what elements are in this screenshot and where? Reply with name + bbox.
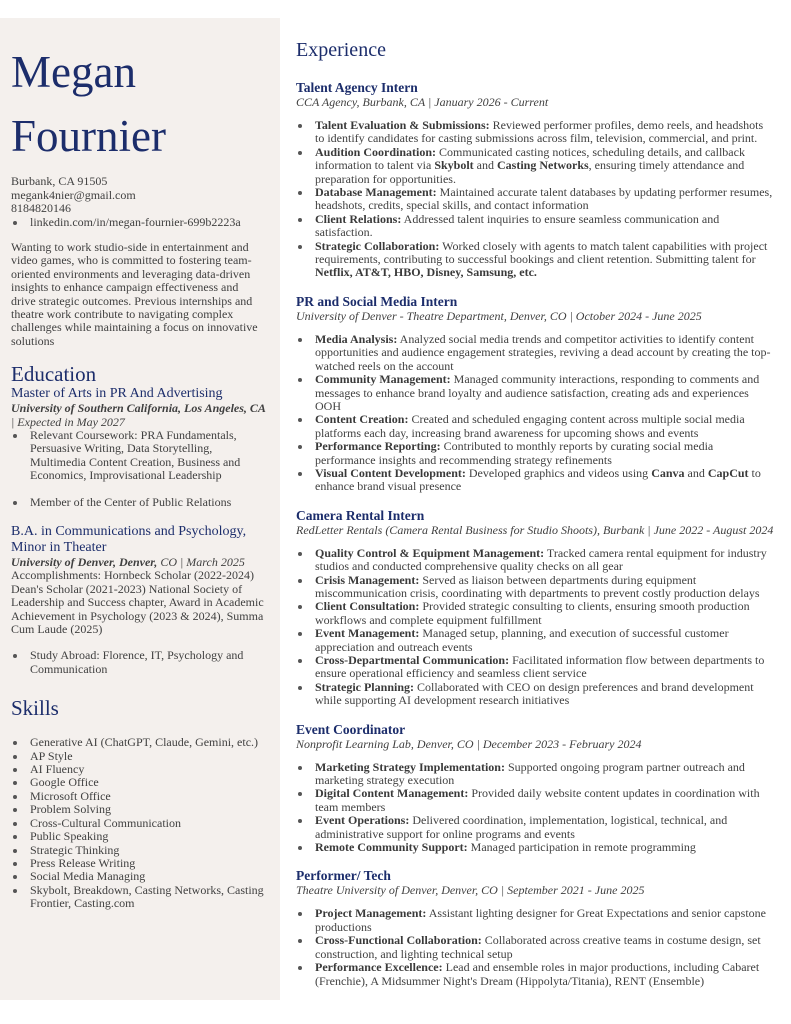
job-bullets xyxy=(296,333,774,494)
job-title: Talent Agency Intern xyxy=(296,80,418,95)
bullet-text: to enhance brand visual presence xyxy=(315,465,761,494)
bullet-text: Provided daily website content updates in coordination with team members xyxy=(315,786,760,814)
skill-item: Social Media Managing xyxy=(11,870,266,883)
skill-item: Cross-Cultural Communication xyxy=(11,817,266,830)
job-bullet xyxy=(296,467,774,494)
bullet-emphasis: Client Consultation: xyxy=(315,599,420,614)
bullet-emphasis: Audition Coordination: xyxy=(315,144,437,159)
degree-title: Master of Arts in PR And Advertising xyxy=(11,386,223,402)
job-entry xyxy=(296,722,774,855)
degree-ba xyxy=(11,524,266,676)
bullet-text: Assistant lighting designer for Great Expectations and senior capstone productions xyxy=(315,906,766,934)
bullet-emphasis: Event Operations: xyxy=(315,813,410,828)
bullet-text: Collaborated with CEO on design preferences and brand development while supporting AI development research initiatives xyxy=(315,679,754,708)
job-bullet xyxy=(296,547,774,574)
bullet-emphasis: Community Management: xyxy=(315,372,451,387)
job-bullet xyxy=(296,907,774,934)
job-bullet xyxy=(296,787,774,814)
list-item: Study Abroad: Florence, IT, Psychology and Communication xyxy=(11,649,266,676)
bullet-emphasis: Performance Reporting: xyxy=(315,439,441,454)
bullet-emphasis: Quality Control & Equipment Management: xyxy=(315,545,545,560)
skill-item: Problem Solving xyxy=(11,803,266,816)
degree-masters xyxy=(11,386,266,509)
email[interactable]: megank4nier@gmail.com xyxy=(11,187,136,202)
bullet-emphasis: Netflix, AT&T, HBO, Disney, Samsung, etc. xyxy=(315,265,537,280)
bullet-emphasis: Remote Community Support: xyxy=(315,840,468,855)
job-subtitle: RedLetter Rentals (Camera Rental Business for Studio Shoots), Burbank | June 2022 - August 2024 xyxy=(296,522,774,537)
skill-item: Google Office xyxy=(11,776,266,789)
skills-heading: Skills xyxy=(11,696,59,721)
bullet-text: Delivered coordination, implementation, logistical, technical, and administrative support for online programs and events xyxy=(315,813,728,841)
job-subtitle: Nonprofit Learning Lab, Denver, CO | December 2023 - February 2024 xyxy=(296,736,642,751)
job-bullet xyxy=(296,186,774,213)
job-bullet xyxy=(296,627,774,654)
degree-bullets xyxy=(11,429,266,509)
bullet-text: Lead and ensemble roles in major productions, including Cabaret (Frenchie), A Midsummer Night's Dream (Hippolyta/Titania), RENT (Ensemble) xyxy=(315,960,760,988)
job-bullet xyxy=(296,681,774,708)
bullet-emphasis: Cross-Departmental Communication: xyxy=(315,653,510,667)
bullet-emphasis: Crisis Management: xyxy=(315,572,420,587)
skill-item: AI Fluency xyxy=(11,763,266,776)
job-title: Performer/ Tech xyxy=(296,868,391,884)
job-bullet xyxy=(296,333,774,373)
skills-section xyxy=(11,696,266,910)
phone: 8184820146 xyxy=(11,201,71,215)
job-title: Camera Rental Intern xyxy=(296,507,425,523)
bullet-emphasis: Skybolt xyxy=(434,158,474,173)
location: Burbank, CA 91505 xyxy=(11,174,108,188)
bullet-text: Communicated casting notices, scheduling details, and callback information to talent via xyxy=(315,144,745,173)
bullet-emphasis: Media Analysis: xyxy=(315,331,398,346)
job-bullets xyxy=(296,907,774,987)
first-name: Megan xyxy=(11,47,136,97)
bullet-text: Provided strategic consulting to clients, ensuring smooth production workflows and complete equipment fulfillment xyxy=(315,599,750,627)
job-subtitle: Theatre University of Denver, Denver, CO | September 2021 - June 2025 xyxy=(296,883,645,898)
job-entry xyxy=(296,508,774,708)
job-entry xyxy=(296,868,774,987)
education-section xyxy=(11,362,266,676)
bullet-emphasis: Talent Evaluation & Submissions: xyxy=(315,118,490,132)
bullet-emphasis: CapCut xyxy=(707,465,749,480)
bullet-emphasis: Strategic Collaboration: xyxy=(315,238,440,253)
skill-item: Skybolt, Breakdown, Casting Networks, Casting Frontier, Casting.com xyxy=(11,884,266,911)
bullet-text: Facilitated information flow between departments to ensure operational efficiency and seamless client service xyxy=(315,653,765,681)
education-heading: Education xyxy=(11,362,97,387)
bullet-text: , ensuring timely attendance and preparation for opportunities. xyxy=(315,158,745,186)
candidate-name xyxy=(11,40,266,168)
degree-school: University of Southern California, Los Angeles, CA | Expected in May 2027 xyxy=(11,401,266,429)
bullet-text: Worked closely with agents to match talent capabilities with project requirements, contributing to successful bookings and client retention. Submitting talent for xyxy=(315,238,768,267)
bullet-emphasis: Performance Excellence: xyxy=(315,960,443,975)
degree-school: University of Denver, Denver, CO | March 2025 xyxy=(11,555,245,569)
bullet-emphasis: Cross-Functional Collaboration: xyxy=(315,933,482,948)
bullet-text: and xyxy=(684,465,708,480)
bullet-text: Supported ongoing program partner outreach and marketing strategy execution xyxy=(315,759,745,788)
job-bullet xyxy=(296,240,774,280)
list-item: Relevant Coursework: PRA Fundamentals, Persuasive Writing, Data Storytelling, Multimedia Content Creation, Business and Economics, Improvisational Leadership xyxy=(11,429,266,483)
linkedin-link[interactable]: linkedin.com/in/megan-fournier-699b2223a xyxy=(11,216,266,229)
main-content xyxy=(296,38,774,1002)
bullet-emphasis: Project Management: xyxy=(315,906,427,921)
job-bullet xyxy=(296,961,774,988)
bullet-emphasis: Canva xyxy=(651,465,685,480)
bullet-emphasis: Event Management: xyxy=(315,626,420,641)
job-bullet xyxy=(296,146,774,186)
job-bullet xyxy=(296,841,774,854)
bullet-emphasis: Marketing Strategy Implementation: xyxy=(315,759,505,774)
bullet-text: Maintained accurate talent databases by updating performer resumes, headshots, credits, special skills, and contact information xyxy=(315,185,773,213)
bullet-emphasis: Database Management: xyxy=(315,185,437,200)
job-subtitle: CCA Agency, Burbank, CA | January 2026 - Current xyxy=(296,95,549,109)
bullet-emphasis: Strategic Planning: xyxy=(315,679,414,694)
list-item: Member of the Center of Public Relations xyxy=(11,496,266,509)
job-bullet xyxy=(296,373,774,413)
accomplishments: Accomplishments: Hornbeck Scholar (2022-2024) Dean's Scholar (2021-2023) National Society of Leadership and Success chapter, Award in Academic Achievement in Psychology (2023 & 2024), Summa Cum Laude (2025) xyxy=(11,568,264,637)
experience-heading: Experience xyxy=(296,39,386,61)
job-subtitle: University of Denver - Theatre Department, Denver, CO | October 2024 - June 2025 xyxy=(296,308,702,323)
bullet-text: Managed participation in remote programming xyxy=(467,840,696,855)
degree-date: | Expected in May 2027 xyxy=(11,414,125,429)
job-bullet xyxy=(296,574,774,601)
bullet-text: Managed setup, planning, and execution of successful customer appreciation and outreach events xyxy=(315,626,729,654)
bullet-text: Developed graphics and videos using xyxy=(465,465,652,480)
degree-bullets xyxy=(11,649,266,676)
experience-list xyxy=(296,80,774,988)
job-bullet xyxy=(296,440,774,467)
job-bullet xyxy=(296,119,774,146)
job-bullets xyxy=(296,119,774,280)
last-name: Fournier xyxy=(11,111,166,161)
skills-list xyxy=(11,736,266,910)
skill-item: Public Speaking xyxy=(11,830,266,843)
bullet-text: Collaborated across creative teams in costume design, set construction, and lighting technical setup xyxy=(315,933,761,961)
job-bullet xyxy=(296,814,774,841)
job-title: Event Coordinator xyxy=(296,721,406,737)
job-bullet xyxy=(296,213,774,240)
sidebar xyxy=(0,18,280,1000)
job-entry xyxy=(296,294,774,494)
bullet-emphasis: Digital Content Management: xyxy=(315,786,469,801)
job-bullet xyxy=(296,934,774,961)
degree-date: CO | March 2025 xyxy=(157,555,245,569)
bullet-text: Reviewed performer profiles, demo reels, and headshots to identify candidates for casting submissions across film, television, commercial, and print. xyxy=(315,118,764,146)
skill-item: Generative AI (ChatGPT, Claude, Gemini, etc.) xyxy=(11,736,266,749)
degree-title: B.A. in Communications and Psychology, Minor in Theater xyxy=(11,524,247,555)
job-entry xyxy=(296,80,774,280)
bullet-text: Served as liaison between departments during equipment miscommunication crisis, coordinating with departments to prevent costly production delays xyxy=(315,572,760,600)
skill-item: Press Release Writing xyxy=(11,857,266,870)
job-bullet xyxy=(296,413,774,440)
bullet-text: Addressed talent inquiries to ensure seamless communication and satisfaction. xyxy=(315,211,720,240)
contact-info xyxy=(11,175,266,229)
bullet-text: Tracked camera rental equipment for industry studios and conducted comprehensive quality checks on all gear xyxy=(315,545,767,574)
job-bullets xyxy=(296,547,774,708)
skill-item: Strategic Thinking xyxy=(11,844,266,857)
bullet-emphasis: Casting Networks xyxy=(497,158,589,173)
job-bullet xyxy=(296,654,774,681)
summary: Wanting to work studio-side in entertainment and video games, who is committed to fostering team-oriented environments and leveraging data-driven insights to enhance campaign effectiveness and drive strategic outcomes. Previous internships and theatre work contribute to navigating complex challenges while maintaining a focus on innovative solutions xyxy=(11,239,258,348)
skill-item: Microsoft Office xyxy=(11,790,266,803)
job-title: PR and Social Media Intern xyxy=(296,293,458,309)
bullet-text: and xyxy=(473,158,497,173)
job-bullet xyxy=(296,761,774,788)
bullet-emphasis: Visual Content Development: xyxy=(315,465,466,480)
bullet-text: Managed community interactions, responding to comments and messages to enhance brand loyalty and audience satisfaction, creating ads and experiences OOH xyxy=(315,372,760,413)
job-bullet xyxy=(296,600,774,627)
bullet-emphasis: Content Creation: xyxy=(315,412,409,427)
job-bullets xyxy=(296,761,774,855)
bullet-emphasis: Client Relations: xyxy=(315,211,402,226)
bullet-text: Created and scheduled engaging content across multiple social media platforms each day, increasing brand awareness for upcoming shows and events xyxy=(315,412,745,440)
bullet-text: Contributed to monthly reports by curating social media performance insights and recommending strategy refinements xyxy=(315,439,714,467)
skill-item: AP Style xyxy=(11,750,266,763)
bullet-text: Analyzed social media trends and competitor activities to identify content opportunities and audience engagement strategies, reviving a dead account by creating the top-watched reels on the account xyxy=(315,331,771,373)
